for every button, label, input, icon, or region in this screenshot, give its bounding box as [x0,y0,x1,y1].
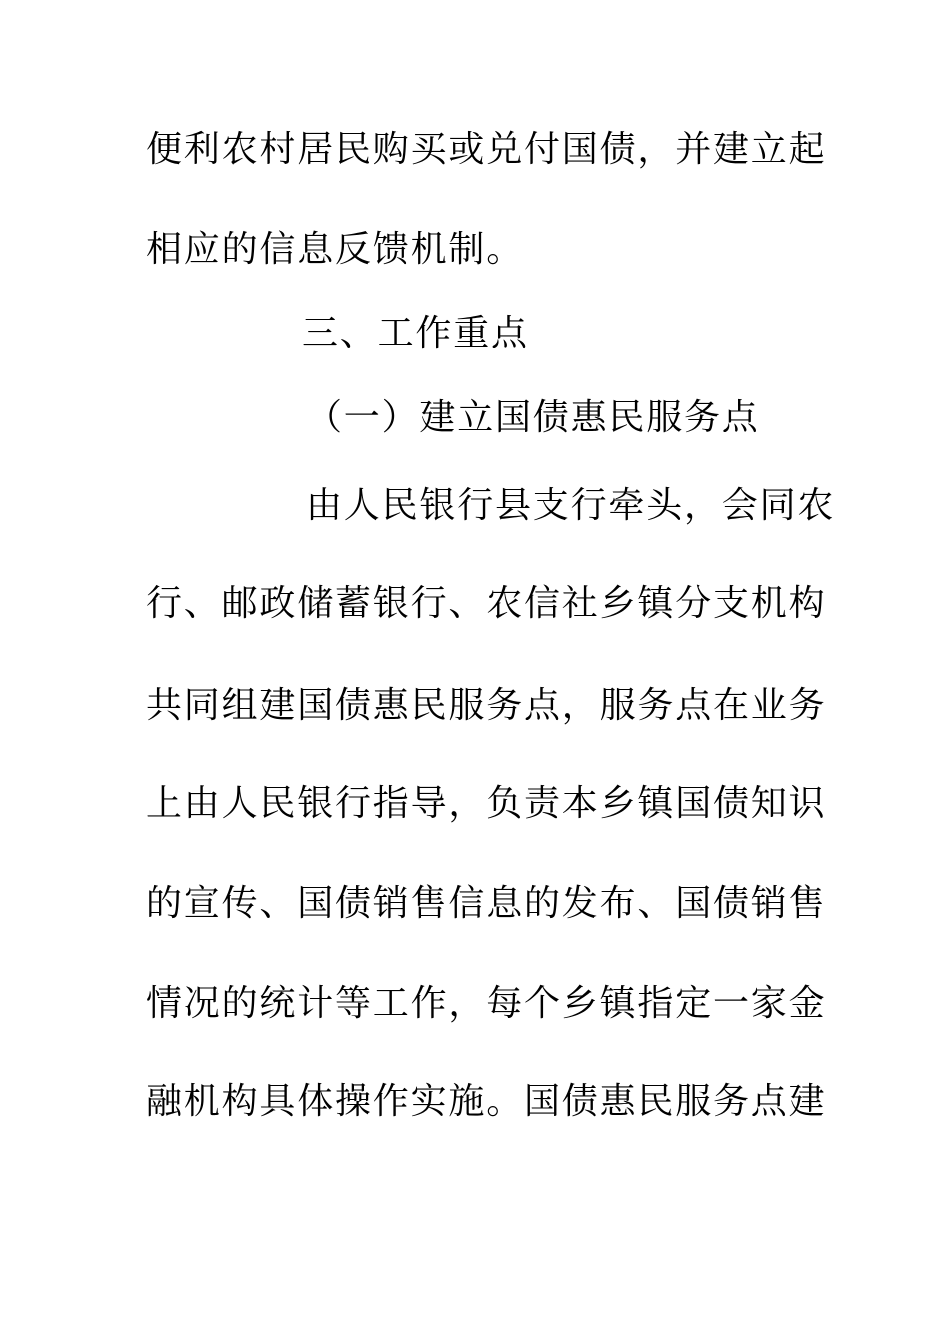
body-text-line: 的宣传、国债销售信息的发布、国债销售 [146,883,827,924]
section-heading: 三、工作重点 [302,313,529,354]
body-text-line: 上由人民银行指导，负责本乡镇国债知识 [146,783,827,824]
body-text-line: 共同组建国债惠民服务点，服务点在业务 [146,685,827,726]
body-text-line: 行、邮政储蓄银行、农信社乡镇分支机构 [146,583,827,624]
body-text-line: 便利农村居民购买或兑付国债，并建立起 [146,129,827,170]
subsection-heading: （一）建立国债惠民服务点 [306,397,760,438]
body-text-line: 融机构具体操作实施。国债惠民服务点建 [146,1081,827,1122]
body-text-line: 相应的信息反馈机制。 [146,229,525,270]
body-text-line: 情况的统计等工作，每个乡镇指定一家金 [146,983,827,1024]
paragraph-first-line: 由人民银行县支行牵头，会同农 [306,485,836,526]
